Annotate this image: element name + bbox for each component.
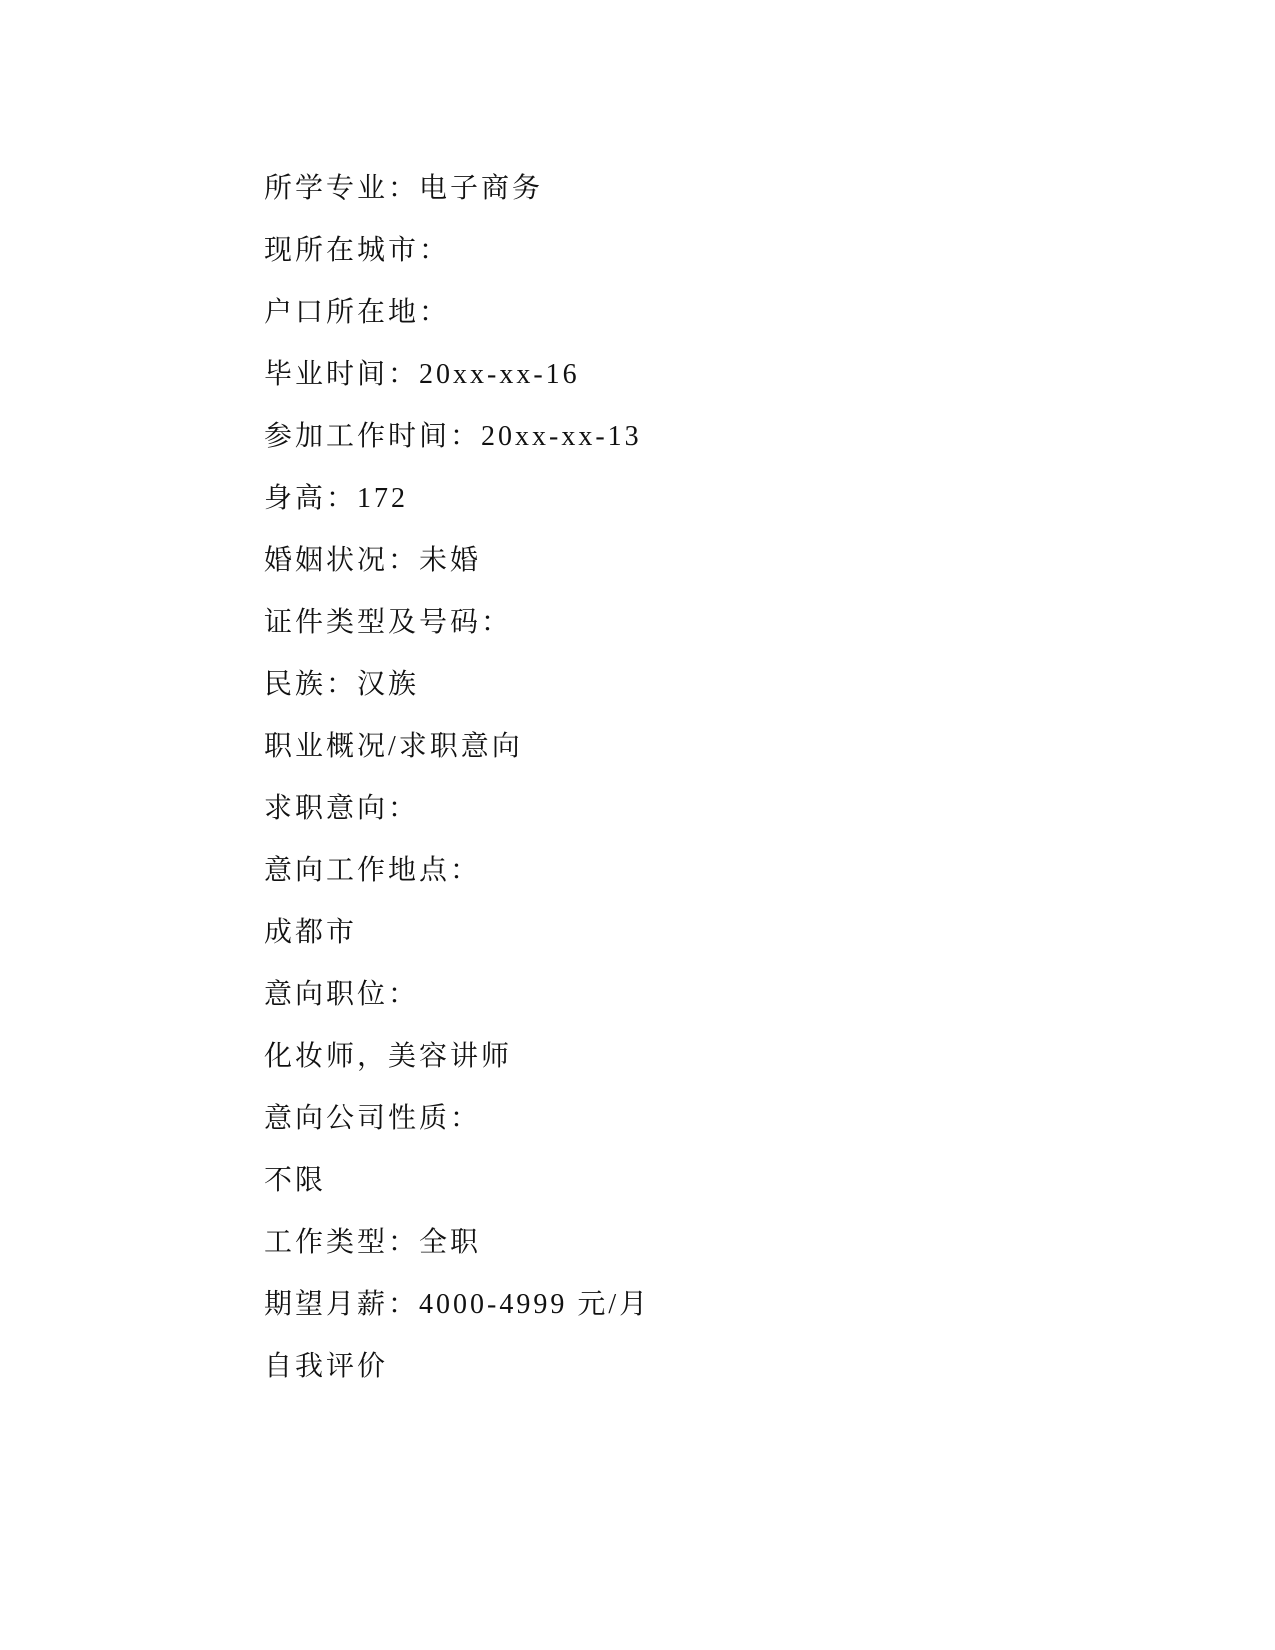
field-job-intention: 求职意向：	[264, 793, 420, 824]
field-current-city: 现所在城市：	[264, 235, 451, 266]
field-hukou-location: 户口所在地：	[264, 297, 451, 328]
field-graduation-date: 毕业时间：20xx-xx-16	[264, 359, 580, 390]
field-preferred-position-label: 意向职位：	[264, 979, 420, 1010]
section-heading-self-evaluation: 自我评价	[264, 1351, 389, 1382]
field-company-type-value: 不限	[264, 1165, 327, 1196]
field-preferred-position-value: 化妆师，美容讲师	[264, 1041, 513, 1072]
field-job-type: 工作类型：全职	[264, 1227, 482, 1258]
field-id-type-number: 证件类型及号码：	[264, 607, 513, 638]
field-height: 身高：172	[264, 483, 409, 514]
field-ethnicity: 民族：汉族	[264, 669, 420, 700]
field-expected-salary: 期望月薪：4000-4999 元/月	[264, 1289, 651, 1320]
field-company-type-label: 意向公司性质：	[264, 1103, 482, 1134]
document-body	[264, 162, 1164, 1402]
field-preferred-location-label: 意向工作地点：	[264, 855, 482, 886]
field-major: 所学专业：电子商务	[264, 173, 544, 204]
field-work-start-date: 参加工作时间：20xx-xx-13	[264, 421, 642, 452]
section-heading-career-objective: 职业概况/求职意向	[264, 731, 523, 762]
field-marital-status: 婚姻状况：未婚	[264, 545, 482, 576]
field-preferred-location-value: 成都市	[264, 917, 358, 948]
